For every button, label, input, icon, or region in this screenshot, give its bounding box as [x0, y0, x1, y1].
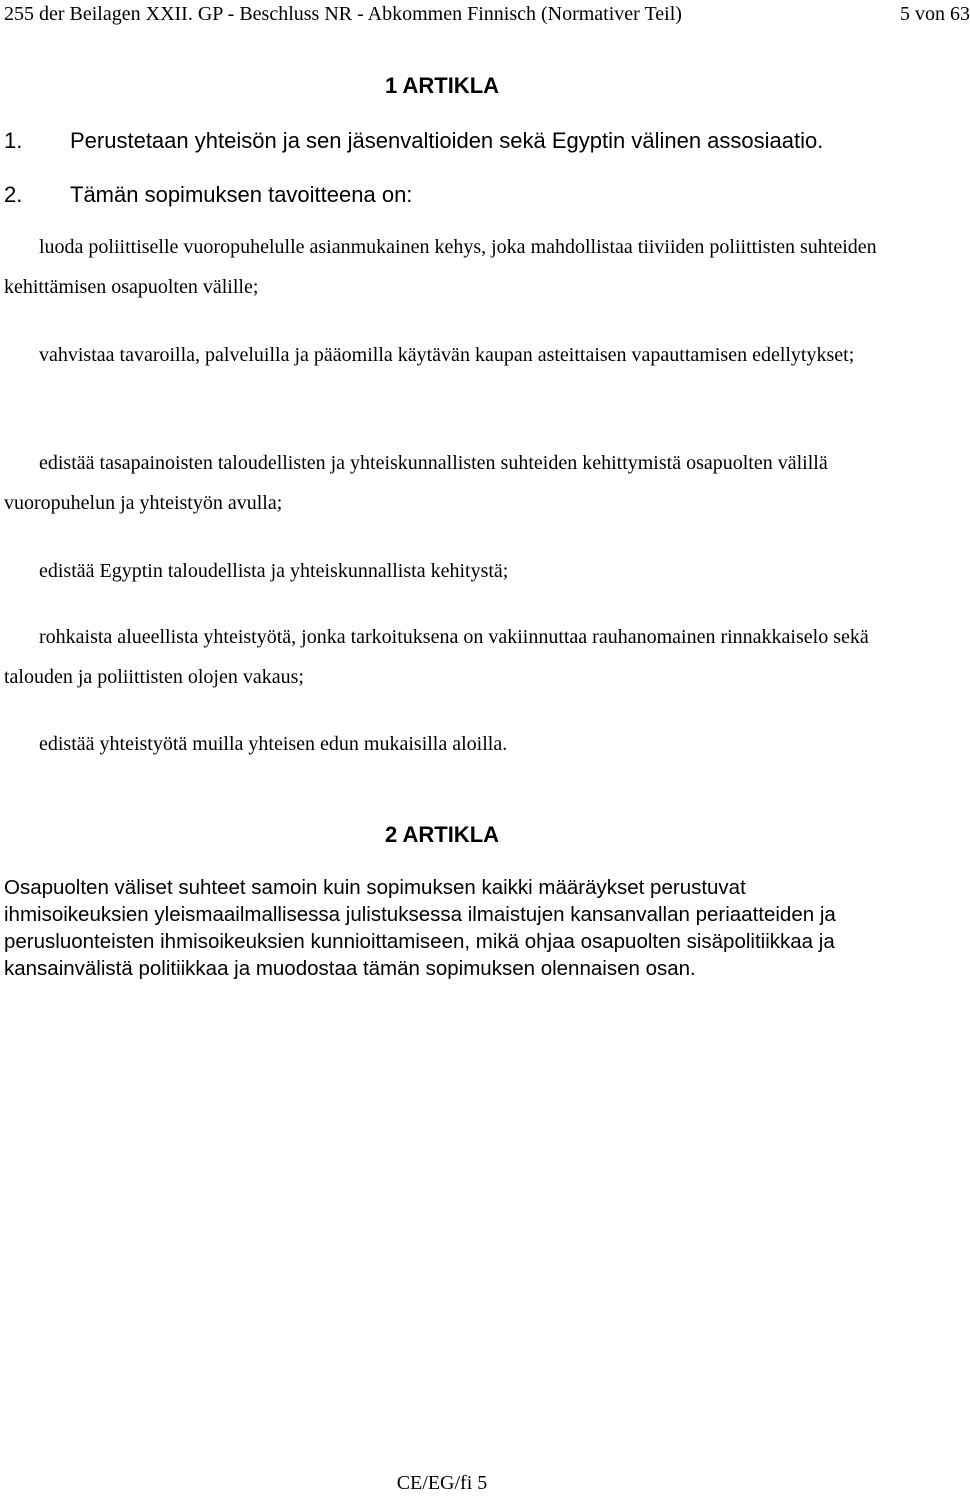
- article-2-text: Osapuolten väliset suhteet samoin kuin sopimuksen kaikki määräykset perustuvat ihmisoikeuksien yleismaailmallisessa julistuksessa ilmaistujen kansanvallan periaatteiden ja perusluonteisten ihmisoikeuksien kunnioittamiseen, mikä ohjaa osapuolten sisäpolitiikkaa ja kansainvälistä politiikkaa ja muodostaa tämän sopimuksen olennaisen osan.: [4, 876, 836, 980]
- objective-paragraph-2: vahvistaa tavaroilla, palveluilla ja pääomilla käytävän kaupan asteittaisen vapauttamisen edellytykset;: [39, 344, 855, 366]
- article-1-item-1: [4, 130, 823, 152]
- item-text: Tämän sopimuksen tavoitteena on:: [70, 182, 413, 207]
- objective-paragraph-4: edistää Egyptin taloudellista ja yhteiskunnallista kehitystä;: [39, 560, 509, 582]
- item-text: Perustetaan yhteisön ja sen jäsenvaltioiden sekä Egyptin välinen assosiaatio.: [70, 128, 824, 153]
- objective-paragraph-3: edistää tasapainoisten taloudellisten ja yhteiskunnallisten suhteiden kehittymistä osapuolten välillä vuoropuhelun ja yhteistyön avulla;: [4, 452, 828, 514]
- item-number: 2.: [4, 182, 23, 207]
- objective-paragraph-6: edistää yhteistyötä muilla yhteisen edun mukaisilla aloilla.: [39, 733, 508, 755]
- page-footer-reference: CE/EG/fi 5: [396, 1472, 488, 1494]
- item-number: 1.: [4, 128, 23, 153]
- page-number: 5 von 63: [900, 3, 970, 25]
- objective-paragraph-5: rohkaista alueellista yhteistyötä, jonka tarkoituksena on vakiinnuttaa rauhanomainen rinnakkaiselo sekä talouden ja poliittisten olojen vakaus;: [4, 626, 869, 688]
- article-2-heading: 2 ARTIKLA: [384, 822, 500, 847]
- objective-paragraph-1: luoda poliittiselle vuoropuhelulle asianmukainen kehys, joka mahdollistaa tiiviiden poliittisten suhteiden kehittämisen osapuolten välille;: [4, 236, 877, 298]
- page-header-title: 255 der Beilagen XXII. GP - Beschluss NR - Abkommen Finnisch (Normativer Teil): [4, 3, 682, 25]
- article-1-heading: 1 ARTIKLA: [384, 73, 500, 98]
- article-1-item-2: [4, 184, 412, 206]
